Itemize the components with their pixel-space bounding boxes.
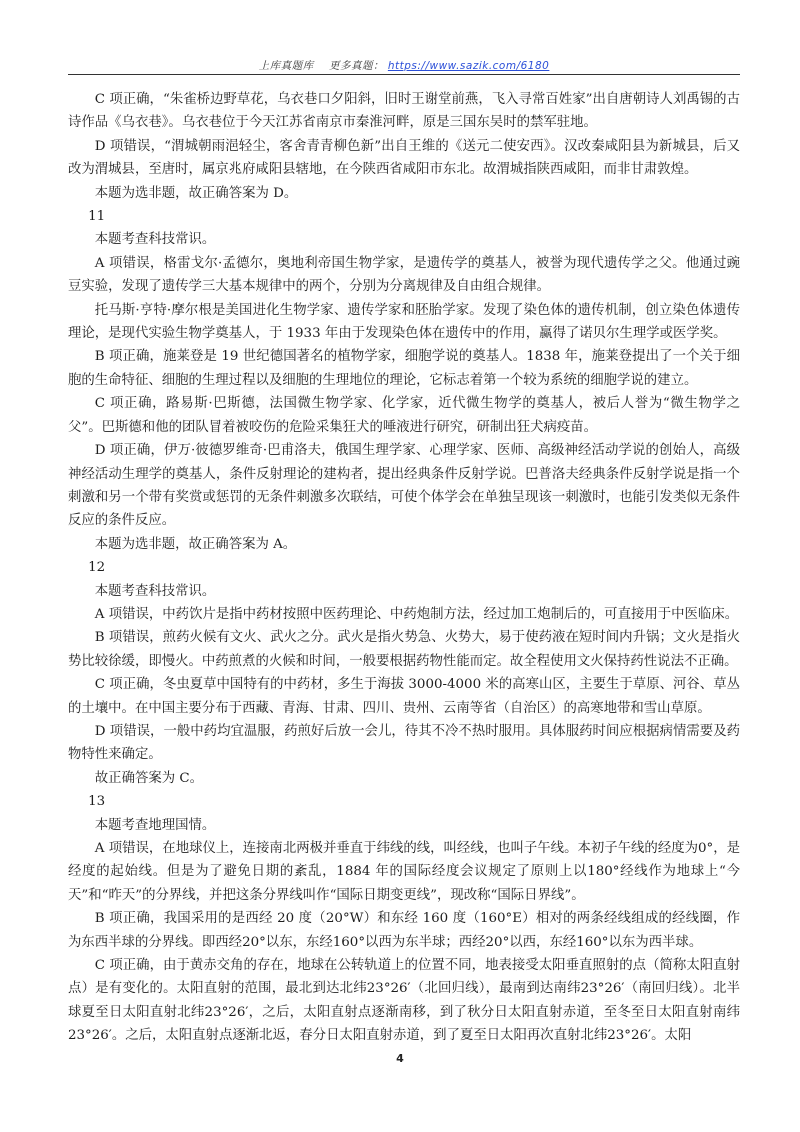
paragraph: 托马斯·亨特·摩尔根是美国进化生物学家、遗传学家和胚胎学家。发现了染色体的遗传机制，创立染色体遗传理论，是现代实验生物学奠基人，于 1933 年由于发现染色体在遗传中的作用，赢得了诺贝尔生理学或医学奖。 [68,302,740,342]
header-prefix: 更多真题： [329,60,384,72]
paragraph: A 项错误，中药饮片是指中药材按照中医药理论、中药炮制方法，经过加工炮制后的，可直接用于中医临床。 [94,606,739,622]
header-site: 上库真题库 [258,60,314,72]
paragraph: 本题考查科技常识。 [94,232,216,248]
paragraph: B 项正确，我国采用的是西经 20 度（20°W）和东经 160 度（160°E）相对的两条经线组成的经线圈，作为东西半球的分界线。即西经20°以东，东经160°以西为东半球；西经20°以西，东经160°以东为西半球。 [68,911,740,950]
page-number: 4 [396,1052,404,1065]
page-header [68,58,740,73]
paragraph: 本题为选非题，故正确答案为 A。 [94,536,297,552]
paragraph: B 项正确，施莱登是 19 世纪德国著名的植物学家，细胞学说的奠基人。1838 年，施莱登提出了一个关于细胞的生命特征、细胞的生理过程以及细胞的生理地位的理论，它标志着第一个较为系统的细胞学说的建立。 [68,349,740,388]
paragraph: C 项正确，路易斯·巴斯德，法国微生物学家、化学家，近代微生物学的奠基人，被后人誉为“微生物学之父”。巴斯德和他的团队冒着被咬伤的危险采集狂犬的唾液进行研究，研制出狂犬病疫苗。 [68,396,740,435]
paragraph: D 项错误，一般中药均宜温服，药煎好后放一会儿，待其不冷不热时服用。具体服药时间应根据病情需要及药物特性来确定。 [68,723,740,763]
header-link[interactable]: https://www.sazik.com/6180 [387,60,550,72]
paragraph: C 项正确，由于黄赤交角的存在，地球在公转轨道上的位置不同，地表接受太阳垂直照射的点（简称太阳直射点）是有变化的。太阳直射的范围，最北到达北纬23°26′（北回归线），最南到达南纬23°26′（南回归线）。北半球夏至日太阳直射北纬23°26′，之后，太阳直射点逐渐南移，到了秋分日太阳直射赤道，至冬至日太阳直射南纬23°26′。之后，太阳直射点逐渐北返，春分日太阳直射赤道，到了夏至日太阳再次直射北纬23°26′。太阳 [68,958,740,1044]
document-body [68,88,740,1048]
paragraph: 故正确答案为 C。 [94,770,204,786]
paragraph: 本题考查地理国情。 [94,817,216,833]
paragraph: D 项错误，“渭城朝雨浥轻尘，客舍青青柳色新”出自王维的《送元二使安西》。汉改秦咸阳县为新城县，后又改为渭城县，至唐时，属京兆府咸阳县辖地，在今陕西省咸阳市东北。故渭城指陕西咸阳，而非甘肃敦煌。 [68,138,740,178]
question-number: 11 [88,209,106,225]
paragraph: B 项错误，煎药火候有文火、武火之分。武火是指火势急、火势大，易于使药液在短时间内升锅；文火是指火势比较徐缓，即慢火。中药煎煮的火候和时间，一般要根据药物性能而定。故全程使用文火保持药性说法不正确。 [68,630,740,669]
paragraph: 本题考查科技常识。 [94,583,216,599]
paragraph: C 项正确，“朱雀桥边野草花，乌衣巷口夕阳斜，旧时王谢堂前燕，飞入寻常百姓家”出自唐朝诗人刘禹锡的古诗作品《乌衣巷》。乌衣巷位于今天江苏省南京市秦淮河畔，原是三国东吴时的禁军驻地。 [68,92,740,131]
paragraph: 本题为选非题，故正确答案为 D。 [94,185,298,201]
question-number: 12 [88,560,106,576]
paragraph: C 项正确，冬虫夏草中国特有的中药材，多生于海拔 3000-4000 米的高寒山区，主要生于草原、河谷、草丛的土壤中。在中国主要分布于西藏、青海、甘肃、四川、贵州、云南等省（自治区）的高寒地带和雪山草原。 [68,677,740,716]
paragraph: A 项错误，在地球仪上，连接南北两极并垂直于纬线的线，叫经线，也叫子午线。本初子午线的经度为0°，是经度的起始线。但是为了避免日期的紊乱，1884 年的国际经度会议规定了原则上以180°经线作为地球上“今天”和“昨天”的分界线，并把这条分界线叫作“国际日期变更线”，现改称“国际日界线”。 [68,841,740,903]
header-rule [68,74,740,75]
paragraph: A 项错误，格雷戈尔·孟德尔，奥地利帝国生物学家，是遗传学的奠基人，被誉为现代遗传学之父。他通过豌豆实验，发现了遗传学三大基本规律中的两个，分别为分离规律及自由组合规律。 [68,255,740,295]
question-number: 13 [88,794,106,810]
paragraph: D 项正确，伊万·彼德罗维奇·巴甫洛夫，俄国生理学家、心理学家、医师、高级神经活动学说的创始人，高级神经活动生理学的奠基人，条件反射理论的建构者，提出经典条件反射学说。巴普洛夫经典条件反射学说是指一个刺激和另一个带有奖赏或惩罚的无条件刺激多次联结，可使个体学会在单独呈现该一刺激时，也能引发类似无条件反应的条件反应。 [68,443,740,529]
